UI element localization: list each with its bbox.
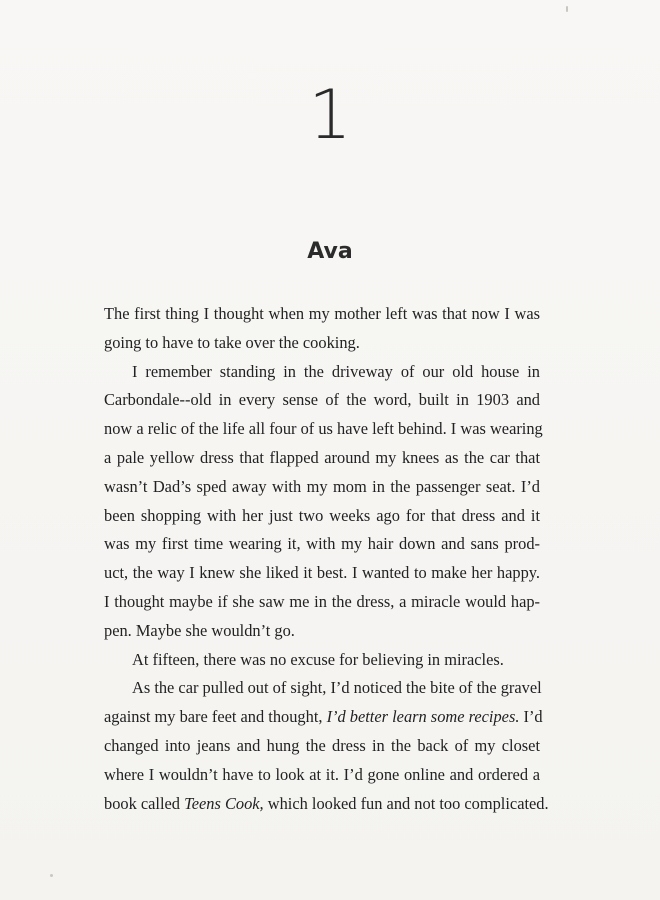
italic-text-run: Teens Cook, <box>184 793 264 813</box>
paragraph-3 <box>104 646 540 675</box>
text-line: Carbondale--old in every sense of the word, built in 1903 and <box>104 390 540 410</box>
text-run: which looked fun and not too complicated. <box>263 793 549 813</box>
text-line: going to have to take over the cooking. <box>104 332 360 352</box>
text-line: was my first time wearing it, with my hair down and sans prod- <box>104 534 540 554</box>
text-line: At fifteen, there was no excuse for believing in miracles. <box>132 649 504 669</box>
chapter-number: 1 <box>308 76 352 155</box>
text-line: I remember standing in the driveway of our old house in <box>132 361 540 381</box>
text-line: changed into jeans and hung the dress in the back of my closet <box>104 735 540 755</box>
text-run: I’d <box>519 707 543 727</box>
scan-speck <box>566 6 568 12</box>
scan-speck <box>50 874 53 877</box>
text-run: against my bare feet and thought, <box>104 707 327 727</box>
chapter-title: Ava <box>307 239 353 264</box>
paragraph-1 <box>104 300 540 358</box>
text-line <box>104 703 543 732</box>
paragraph-2 <box>104 358 543 646</box>
text-line: now a relic of the life all four of us have left behind. I was wearing <box>104 419 543 439</box>
text-line: I thought maybe if she saw me in the dress, a miracle would hap- <box>104 591 540 611</box>
text-run: book called <box>104 793 185 813</box>
text-line: uct, the way I knew she liked it best. I wanted to make her happy. <box>104 563 540 583</box>
text-line: been shopping with her just two weeks ago for that dress and it <box>104 505 540 525</box>
text-line <box>104 790 549 819</box>
text-line: The first thing I thought when my mother left was that now I was <box>104 304 540 323</box>
paragraph-4 <box>104 674 549 818</box>
text-line: where I wouldn’t have to look at it. I’d gone online and ordered a <box>104 764 540 784</box>
chapter-body <box>104 300 549 818</box>
italic-text-run: I’d better learn some recipes. <box>326 707 520 727</box>
text-line: a pale yellow dress that flapped around my knees as the car that <box>104 447 540 467</box>
text-line: wasn’t Dad’s sped away with my mom in the passenger seat. I’d <box>104 476 540 496</box>
text-line: As the car pulled out of sight, I’d noticed the bite of the gravel <box>132 678 542 698</box>
text-line: pen. Maybe she wouldn’t go. <box>104 620 295 640</box>
